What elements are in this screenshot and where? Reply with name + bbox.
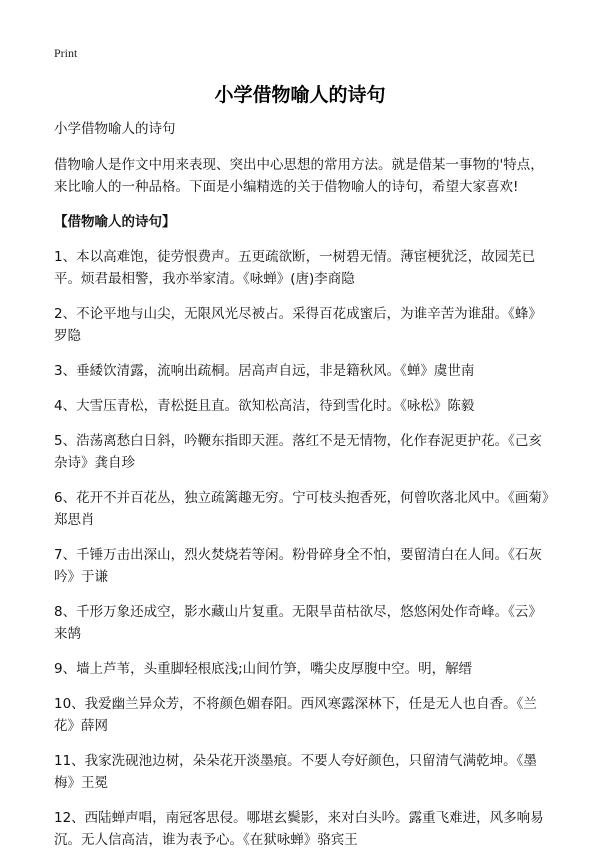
poem-item: 12、西陆蝉声唱，南冠客思侵。哪堪玄鬓影，来对白头吟。露重飞难进，风多响易沉。无人信高洁，谁为表予心。《在狱咏蝉》骆宾王	[54, 810, 544, 848]
article-subtitle: 小学借物喻人的诗句	[54, 121, 176, 137]
section-heading: 【借物喻人的诗句】	[54, 214, 176, 230]
poem-item: 10、我爱幽兰异众芳，不将颜色媚春阳。西风寒露深林下，任是无人也自香。《兰花》薛网	[54, 696, 537, 734]
poem-item: 9、墙上芦苇，头重脚轻根底浅;山间竹笋，嘴尖皮厚腹中空。明，解缙	[54, 661, 473, 677]
page-title: 小学借物喻人的诗句	[214, 84, 386, 106]
print-link[interactable]: Print	[54, 46, 78, 60]
poem-item: 5、浩荡离愁白日斜，吟鞭东指即天涯。落红不是无情物，化作春泥更护花。《己亥杂诗》龚自珍	[54, 433, 542, 471]
intro-paragraph: 借物喻人是作文中用来表现、突出中心思想的常用方法。就是借某一事物的'特点，来比喻人的一种品格。下面是小编精选的关于借物喻人的诗句，希望大家喜欢!	[54, 157, 544, 195]
poem-item: 1、本以高难饱，徒劳恨费声。五更疏欲断，一树碧无情。薄宦梗犹泛，故园芜已平。烦君最相警，我亦举家清。《咏蝉》(唐)李商隐	[54, 249, 536, 287]
article-body	[54, 118, 554, 864]
poem-item: 8、千形万象还成空，影水藏山片复重。无限旱苗枯欲尽，悠悠闲处作奇峰。《云》来鹄	[54, 604, 542, 642]
poem-item: 3、垂緌饮清露，流响出疏桐。居高声自远，非是籍秋风。《蝉》虞世南	[54, 363, 475, 379]
poem-item: 7、千锤万击出深山，烈火焚烧若等闲。粉骨碎身全不怕，要留清白在人间。《石灰吟》于谦	[54, 547, 542, 585]
poem-item: 4、大雪压青松，青松挺且直。欲知松高洁，待到雪化时。《咏松》陈毅	[54, 398, 475, 414]
poem-item: 6、花开不并百花丛，独立疏篱趣无穷。宁可枝头抱香死，何曾吹落北风中。《画菊》郑思肖	[54, 490, 549, 528]
poem-item: 2、不论平地与山尖，无限风光尽被占。采得百花成蜜后，为谁辛苦为谁甜。《蜂》罗隐	[54, 306, 542, 344]
poem-item: 11、我家洗砚池边树，朵朵花开淡墨痕。不要人夸好颜色，只留清气满乾坤。《墨梅》王冕	[54, 753, 537, 791]
